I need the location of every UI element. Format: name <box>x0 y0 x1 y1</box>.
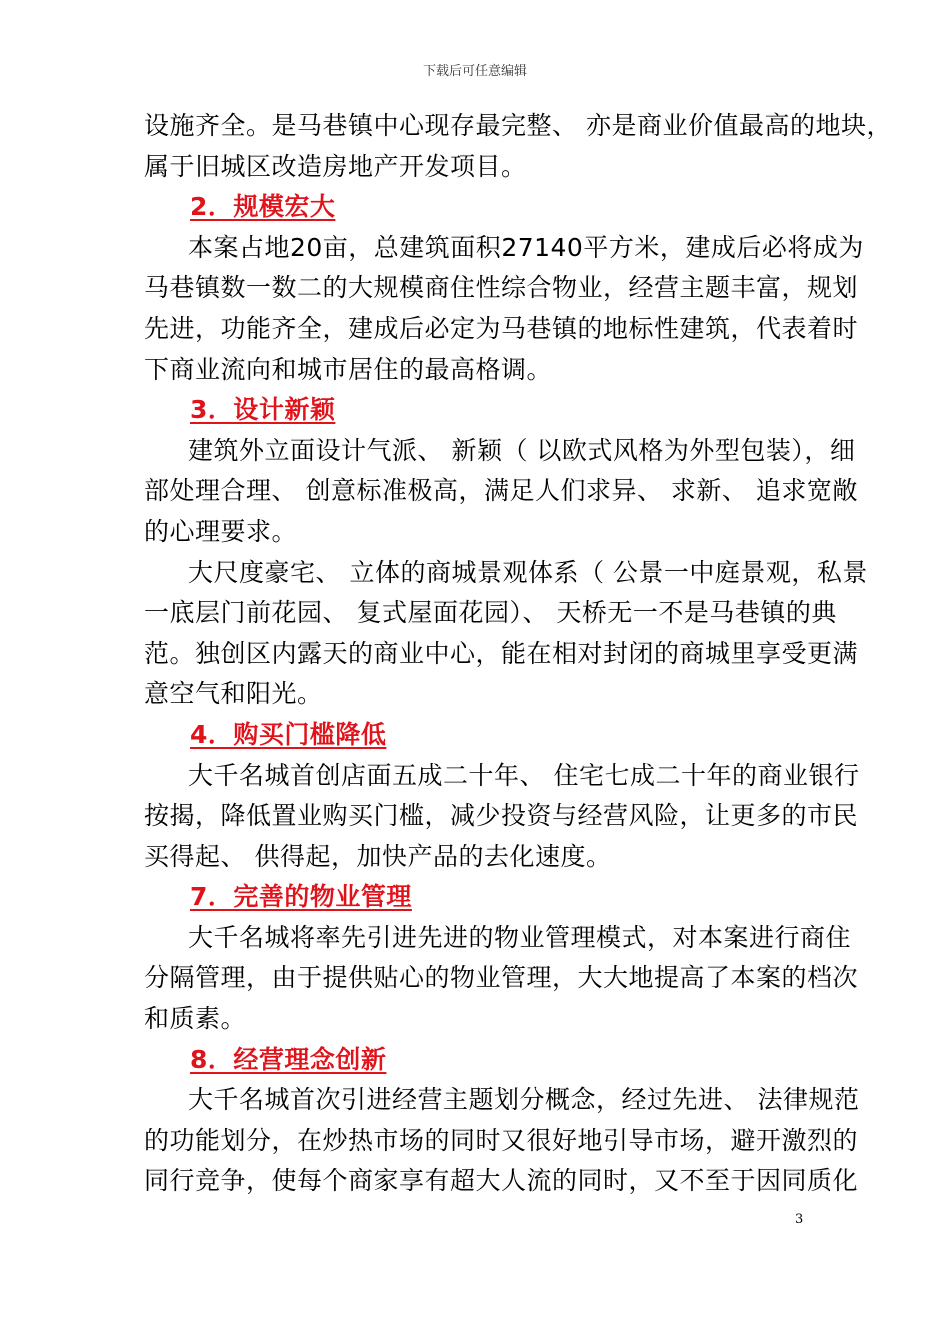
section-heading: 8．经营理念创新 <box>190 1044 387 1074</box>
body-line: 范。独创区内露天的商业中心，能在相对封闭的商城里享受更满 <box>144 638 859 668</box>
body-line: 马巷镇数一数二的大规模商住性综合物业，经营主题丰富，规划 <box>144 273 859 303</box>
page-number: 3 <box>795 1212 804 1227</box>
section-heading: 2．规模宏大 <box>190 192 336 222</box>
section-heading: 3．设计新颖 <box>190 395 336 425</box>
body-line: 大千名城首创店面五成二十年、 住宅七成二十年的商业银行 <box>188 760 860 790</box>
body-line: 建筑外立面设计气派、 新颖（ 以欧式风格为外型包装），细 <box>188 435 856 465</box>
body-line: 一底层门前花园、 复式屋面花园）、 天桥无一不是马巷镇的典 <box>144 598 837 628</box>
body-line: 属于旧城区改造房地产开发项目。 <box>144 151 527 181</box>
body-line: 大千名城将率先引进先进的物业管理模式，对本案进行商住 <box>188 922 852 952</box>
body-line: 设施齐全。是马巷镇中心现存最完整、 亦是商业价值最高的地块， <box>144 111 892 140</box>
body-line: 分隔管理，由于提供贴心的物业管理，大大地提高了本案的档次 <box>144 963 859 993</box>
body-line: 下商业流向和城市居住的最高格调。 <box>144 354 553 384</box>
body-line: 的心理要求。 <box>144 516 298 546</box>
document-body <box>144 106 892 1202</box>
page-header: 下载后可任意编辑 <box>422 64 527 79</box>
body-line: 部处理合理、 创意标准极高，满足人们求异、 求新、 追求宽敞 <box>144 476 858 506</box>
body-line: 的功能划分，在炒热市场的同时又很好地引导市场，避开激烈的 <box>144 1125 859 1155</box>
body-line: 和质素。 <box>144 1004 247 1034</box>
body-line: 大尺度豪宅、 立体的商城景观体系（ 公景一中庭景观，私景 <box>188 557 868 587</box>
section-heading: 4．购买门槛降低 <box>190 719 387 749</box>
body-line: 意空气和阳光。 <box>144 679 323 709</box>
body-line: 同行竞争，使每个商家享有超大人流的同时，又不至于因同质化 <box>144 1166 859 1196</box>
body-line: 本案占地20亩，总建筑面积27140平方米，建成后必将成为 <box>188 232 864 262</box>
body-line: 买得起、 供得起，加快产品的去化速度。 <box>144 841 612 871</box>
body-line: 先进，功能齐全，建成后必定为马巷镇的地标性建筑，代表着时 <box>144 313 859 343</box>
body-line: 大千名城首次引进经营主题划分概念，经过先进、 法律规范 <box>188 1085 860 1115</box>
body-line: 按揭，降低置业购买门槛，减少投资与经营风险，让更多的市民 <box>144 801 859 831</box>
section-heading: 7．完善的物业管理 <box>190 882 412 912</box>
